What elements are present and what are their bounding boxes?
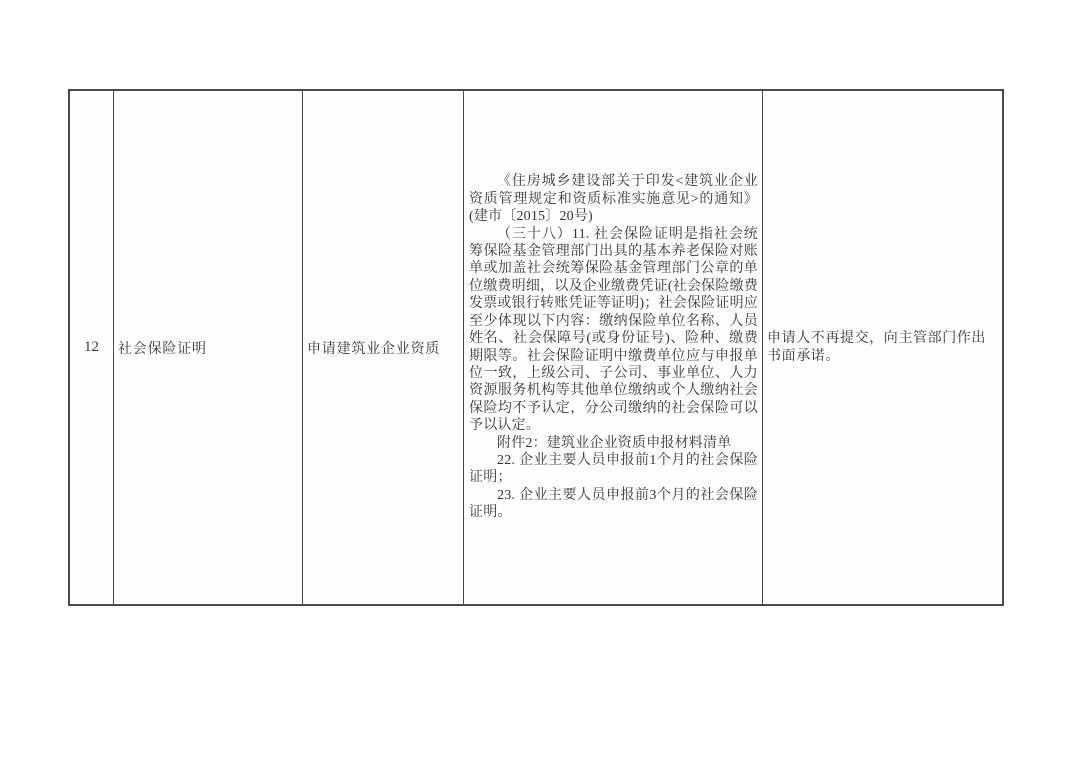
cell-legal-basis [464,91,763,604]
basis-paragraph: 附件2：建筑业企业资质申报材料清单 [497,435,732,451]
basis-paragraph: 《住房城乡建设部关于印发<建筑业企业资质管理规定和资质标准实施意见>的通知》(建市〔2015〕20号) [469,174,758,225]
cell-handling-method [763,91,1002,604]
legal-basis-text [469,173,758,521]
basis-paragraph: （三十八）11. 社会保险证明是指社会统筹保险基金管理部门出具的基本养老保险对账单或加盖社会统筹保险基金管理部门公章的单位缴费明细，以及企业缴费凭证(社会保险缴费发票或银行转账凭证等证明)；社会保险证明应至少体现以下内容：缴纳保险单位名称、人员姓名、社会保障号(或身份证号)、险种、缴费期限等。社会保险证明中缴费单位应与申报单位一致，上级公司、子公司、事业单位、人力资源服务机构等其他单位缴纳或个人缴纳社会保险均不予认定，分公司缴纳的社会保险可以予以认定。 [469,226,758,434]
cell-application-scope [303,91,464,604]
application-scope: 申请建筑业企业资质 [307,341,441,357]
material-name: 社会保险证明 [118,341,207,357]
cell-row-number [70,91,114,604]
row-number: 12 [84,339,99,355]
basis-paragraph: 22. 企业主要人员申报前1个月的社会保险证明； [469,452,758,486]
cell-material-name [114,91,303,604]
handling-method-text: 申请人不再提交，向主管部门作出书面承诺。 [767,330,986,364]
basis-paragraph: 23. 企业主要人员申报前3个月的社会保险证明。 [469,487,758,521]
material-requirements-table [68,89,1004,606]
